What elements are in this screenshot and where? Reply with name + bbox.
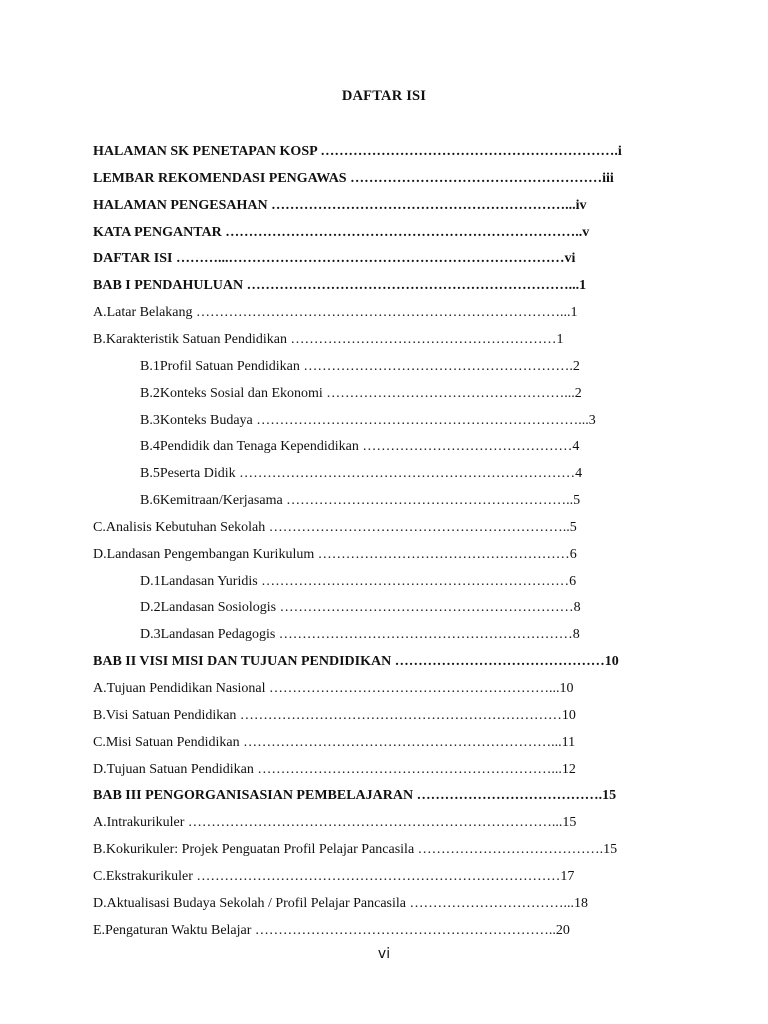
toc-entry-text: B.1Profil Satuan Pendidikan ………………………………………………….2 <box>140 358 580 374</box>
toc-entry-text: HALAMAN SK PENETAPAN KOSP ……………………………………………………….i <box>93 144 622 159</box>
toc-entry <box>93 169 684 189</box>
toc-entry-text: C.Ekstrakurikuler ……………………………………………………………………17 <box>93 868 575 884</box>
toc-entry-text: DAFTAR ISI ………...………………………………………………………………vi <box>93 251 576 267</box>
toc-entry <box>140 411 684 431</box>
toc-entry <box>93 733 684 753</box>
toc-entry <box>140 491 684 511</box>
toc-entry <box>140 464 684 484</box>
toc-entry <box>93 921 684 941</box>
toc-entry <box>93 249 684 269</box>
toc-entry-text: LEMBAR REKOMENDASI PENGAWAS ………………………………………………iii <box>93 170 614 186</box>
toc-entry-text: D.3Landasan Pedagogis ………………………………………………………8 <box>140 627 580 643</box>
toc-entry <box>140 384 684 404</box>
toc-entry-text: BAB III PENGORGANISASIAN PEMBELAJARAN ………………………………….15 <box>93 788 617 804</box>
toc-entry <box>93 760 684 780</box>
toc-entry-text: D.1Landasan Yuridis …………………………………………………………6 <box>140 573 577 589</box>
toc-entry-text: BAB I PENDAHULUAN ……………………………………………………………...1 <box>93 278 587 294</box>
toc-entry <box>93 223 684 243</box>
toc-entry-text: D.Aktualisasi Budaya Sekolah / Profil Pelajar Pancasila ……………………………...18 <box>93 895 588 911</box>
toc-entry-text: C.Analisis Kebutuhan Sekolah ………………………………………………………..5 <box>93 519 577 535</box>
toc-entry <box>140 598 684 618</box>
toc-entry-text: B.5Peserta Didik ………………………………………………………………4 <box>140 466 583 482</box>
toc-entry-text: D.Tujuan Satuan Pendidikan ………………………………………………………...12 <box>93 761 576 777</box>
toc-entry <box>93 867 684 887</box>
toc-entry-text: B.3Konteks Budaya ……………………………………………………………...3 <box>140 412 596 428</box>
toc-entry-text: B.6Kemitraan/Kerjasama ……………………………………………………..5 <box>140 493 581 509</box>
page-number: vi <box>377 946 391 962</box>
toc-entry-text: B.Karakteristik Satuan Pendidikan …………………………………………………1 <box>93 331 564 347</box>
toc-entry <box>93 786 684 806</box>
toc-entry <box>93 142 684 162</box>
toc-entry <box>93 196 684 216</box>
toc-entry-text: B.4Pendidik dan Tenaga Kependidikan ………………………………………4 <box>140 439 580 455</box>
toc-entry-text: C.Misi Satuan Pendidikan …………………………………………………………...11 <box>93 734 576 750</box>
toc-entry-text: D.Landasan Pengembangan Kurikulum ………………………………………………6 <box>93 546 577 562</box>
toc-entry <box>140 625 684 645</box>
toc-entry <box>93 652 684 672</box>
toc-entry <box>93 679 684 699</box>
toc-entry-text: A.Tujuan Pendidikan Nasional ……………………………………………………...10 <box>93 681 574 696</box>
toc-entry <box>140 357 684 377</box>
toc-entry <box>93 894 684 914</box>
toc-entry-text: B.Visi Satuan Pendidikan ……………………………………………………………10 <box>93 707 576 723</box>
toc-entry-text: B.Kokurikuler: Projek Penguatan Profil Pelajar Pancasila ………………………………….15 <box>93 842 618 858</box>
toc-entry <box>93 840 684 860</box>
toc-entry-text: HALAMAN PENGESAHAN ………………………………………………………...iv <box>93 197 587 213</box>
toc-entry-text: KATA PENGANTAR …………………………………………………………………..v <box>93 224 590 240</box>
toc-entry <box>93 518 684 538</box>
toc-entry-text: E.Pengaturan Waktu Belajar ………………………………………………………..20 <box>93 922 570 938</box>
page-title: DAFTAR ISI <box>341 88 427 104</box>
toc-entry-text: BAB II VISI MISI DAN TUJUAN PENDIDIKAN ………………………………………10 <box>93 654 619 670</box>
toc-entry-text: B.2Konteks Sosial dan Ekonomi ……………………………………………...2 <box>140 385 582 401</box>
toc-entry <box>93 706 684 726</box>
toc-entry-text: A.Intrakurikuler ……………………………………………………………………...15 <box>93 815 577 831</box>
toc-entry-text: A.Latar Belakang ……………………………………………………………………...1 <box>93 305 578 321</box>
toc-entry <box>140 437 684 457</box>
toc-entry <box>93 303 684 323</box>
toc-entry <box>93 276 684 296</box>
toc-entry-text: D.2Landasan Sosiologis ………………………………………………………8 <box>140 600 581 616</box>
toc-entry <box>140 572 684 592</box>
toc-entry <box>93 545 684 565</box>
toc-entry <box>93 330 684 350</box>
toc-entry <box>93 813 684 833</box>
